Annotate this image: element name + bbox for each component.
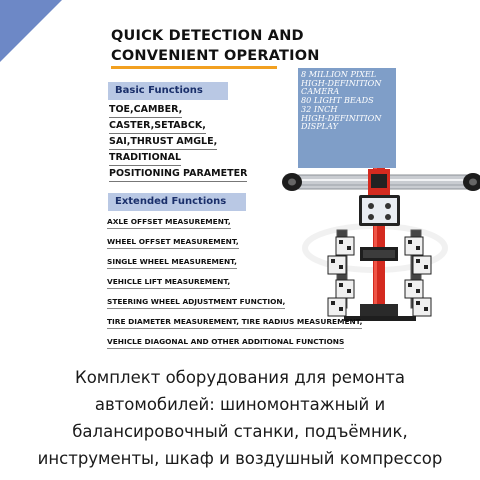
spec-line: HIGH-DEFINITION — [301, 112, 382, 123]
product-card — [100, 20, 400, 360]
caption-line: Комплект оборудования для ремонта — [75, 368, 405, 387]
spec-line: CAMERA — [301, 86, 340, 97]
extended-function-item: WHEEL OFFSET MEASUREMENT, — [107, 237, 239, 246]
spec-box — [298, 68, 396, 168]
spec-line: 32 INCH — [301, 103, 338, 114]
base-frame — [360, 304, 398, 318]
spec-line: HIGH-DEFINITION — [301, 77, 382, 88]
product-caption — [0, 364, 480, 472]
basic-function-item: POSITIONING PARAMETER — [109, 168, 248, 179]
extended-function-item: TIRE DIAMETER MEASUREMENT, TIRE RADIUS MEASUREMENT, — [107, 317, 363, 326]
extended-function-item: VEHICLE DIAGONAL AND OTHER ADDITIONAL FUNCTIONS — [107, 337, 345, 346]
extended-function-item: SINGLE WHEEL MEASUREMENT, — [107, 257, 237, 266]
basic-function-item: TOE,CAMBER, — [109, 104, 183, 115]
basic-function-item: SAI,THRUST AMGLE, — [109, 136, 218, 147]
corner-triangle-decoration — [0, 0, 62, 62]
extended-function-item: VEHICLE LIFT MEASUREMENT, — [107, 277, 231, 286]
basic-function-item: TRADITIONAL — [109, 152, 182, 163]
spec-line: 8 MILLION PIXEL — [301, 69, 377, 79]
spec-line: 80 LIGHT BEADS — [301, 95, 374, 106]
caption-line: автомобилей: шиномонтажный и — [94, 395, 386, 414]
extended-functions-heading: Extended Functions — [108, 193, 246, 211]
headline-underline — [111, 66, 277, 69]
caption-line: балансировочный станки, подъёмник, — [72, 422, 408, 441]
basic-functions-heading: Basic Functions — [108, 82, 228, 100]
extended-function-item: STEERING WHEEL ADJUSTMENT FUNCTION, — [107, 297, 286, 306]
headline-line-2: CONVENIENT OPERATION — [111, 48, 320, 64]
basic-function-item: CASTER,SETABCK, — [109, 120, 206, 131]
extended-function-item: AXLE OFFSET MEASUREMENT, — [107, 217, 231, 226]
spec-line: DISPLAY — [301, 121, 338, 132]
headline-line-1: QUICK DETECTION AND — [111, 28, 304, 44]
caption-line: инструменты, шкаф и воздушный компрессор — [37, 449, 443, 468]
